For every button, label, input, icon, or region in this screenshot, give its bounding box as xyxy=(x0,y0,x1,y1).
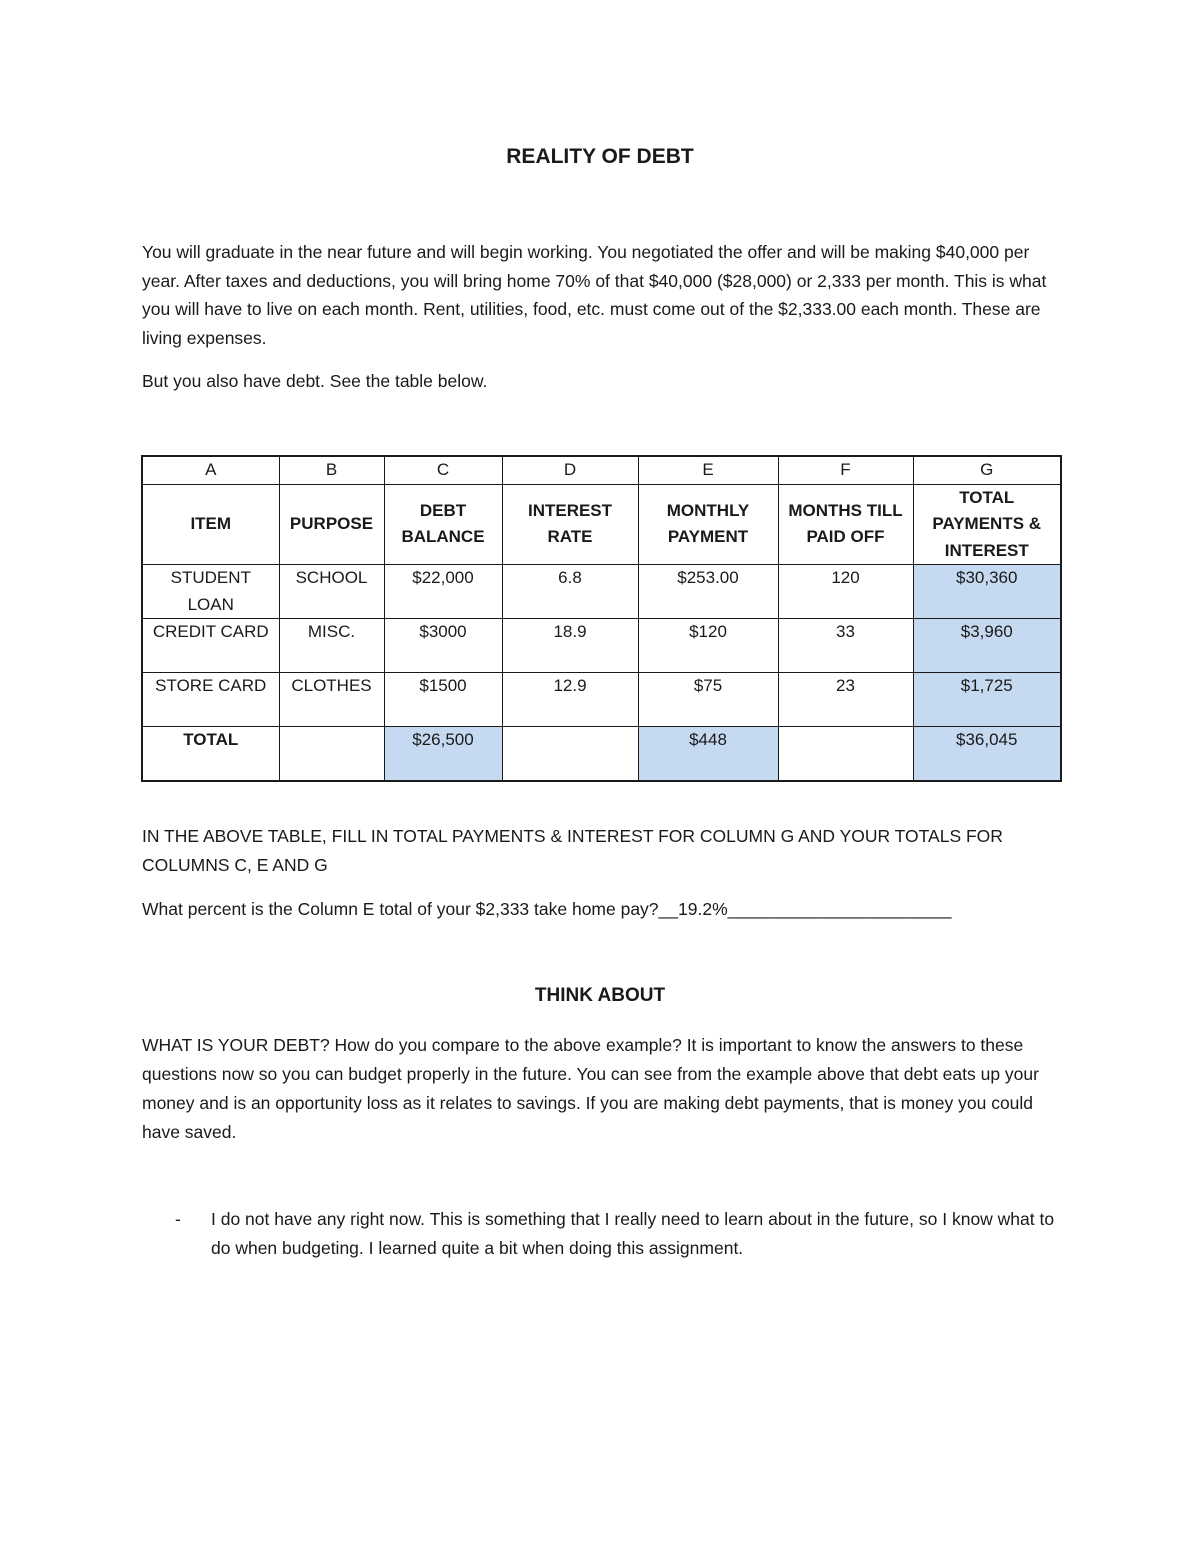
cell-item: CREDIT CARD xyxy=(142,619,279,673)
cell-total: $30,360 xyxy=(913,565,1061,619)
total-payment: $448 xyxy=(638,727,778,782)
response-text: I do not have any right now. This is something that I really need to learn about in the future, so I know what to do when budgeting. I learned quite a bit when doing this assignment. xyxy=(211,1209,1055,1258)
think-about-paragraph: WHAT IS YOUR DEBT? How do you compare to the above example? It is important to know the answers to these questions now so you can budget properly in the future. You can see from the example above that debt eats up your money and is an opportunity loss as it relates to savings. If you are making debt payments, that is money you could have saved. xyxy=(142,1035,1039,1142)
column-letter: E xyxy=(638,456,778,484)
total-months xyxy=(778,727,913,782)
column-header-row xyxy=(142,484,1061,565)
cell-rate: 6.8 xyxy=(502,565,638,619)
table-instruction: IN THE ABOVE TABLE, FILL IN TOTAL PAYMENTS & INTEREST FOR COLUMN G AND YOUR TOTALS FOR COLUMNS C, E AND G xyxy=(142,826,1003,875)
intro-paragraph: You will graduate in the near future and will begin working. You negotiated the offer and will be making $40,000 per year. After taxes and deductions, you will bring home 70% of that $40,000 ($28,000) or 2,333 per month. This is what you will have to live on each month. Rent, utilities, food, etc. must come out of the $2,333.00 each month. These are living expenses. xyxy=(142,242,1047,348)
question-prompt: What percent is the Column E total of your $2,333 take home pay? xyxy=(142,899,659,919)
think-about-heading: THINK ABOUT xyxy=(534,985,666,1006)
table-row xyxy=(142,565,1061,619)
total-balance: $26,500 xyxy=(384,727,502,782)
header-interest-rate: INTEREST RATE xyxy=(502,484,638,565)
column-letter: B xyxy=(279,456,384,484)
total-label: TOTAL xyxy=(142,727,279,782)
header-purpose: PURPOSE xyxy=(279,484,384,565)
cell-rate: 18.9 xyxy=(502,619,638,673)
total-row xyxy=(142,727,1061,782)
cell-purpose: SCHOOL xyxy=(279,565,384,619)
table-row xyxy=(142,619,1061,673)
bullet-dash: - xyxy=(175,1209,181,1229)
header-item: ITEM xyxy=(142,484,279,565)
header-months-till-paid-off: MONTHS TILL PAID OFF xyxy=(778,484,913,565)
cell-balance: $3000 xyxy=(384,619,502,673)
cell-total: $1,725 xyxy=(913,673,1061,727)
cell-months: 120 xyxy=(778,565,913,619)
column-letter-row xyxy=(142,456,1061,484)
response-bullet xyxy=(175,1205,1065,1263)
cell-payment: $75 xyxy=(638,673,778,727)
debt-table xyxy=(141,455,1062,782)
cell-item: STUDENT LOAN xyxy=(142,565,279,619)
cell-purpose: MISC. xyxy=(279,619,384,673)
cell-months: 33 xyxy=(778,619,913,673)
header-debt-balance: DEBT BALANCE xyxy=(384,484,502,565)
header-monthly-payment: MONTHLY PAYMENT xyxy=(638,484,778,565)
cell-payment: $120 xyxy=(638,619,778,673)
header-total-payments-interest: TOTAL PAYMENTS & INTEREST xyxy=(913,484,1061,565)
cell-balance: $22,000 xyxy=(384,565,502,619)
cell-item: STORE CARD xyxy=(142,673,279,727)
document-title: REALITY OF DEBT xyxy=(506,145,694,168)
total-payments-interest: $36,045 xyxy=(913,727,1061,782)
cell-payment: $253.00 xyxy=(638,565,778,619)
cell-months: 23 xyxy=(778,673,913,727)
column-letter: F xyxy=(778,456,913,484)
table-row xyxy=(142,673,1061,727)
cell-balance: $1500 xyxy=(384,673,502,727)
column-letter: C xyxy=(384,456,502,484)
question-answer: __19.2%_______________________ xyxy=(658,899,952,919)
cell-purpose: CLOTHES xyxy=(279,673,384,727)
cell-rate: 12.9 xyxy=(502,673,638,727)
column-letter: G xyxy=(913,456,1061,484)
cell-total: $3,960 xyxy=(913,619,1061,673)
total-purpose xyxy=(279,727,384,782)
debt-intro-line: But you also have debt. See the table below. xyxy=(142,371,488,391)
total-rate xyxy=(502,727,638,782)
column-letter: A xyxy=(142,456,279,484)
column-letter: D xyxy=(502,456,638,484)
percent-question xyxy=(142,895,1067,924)
